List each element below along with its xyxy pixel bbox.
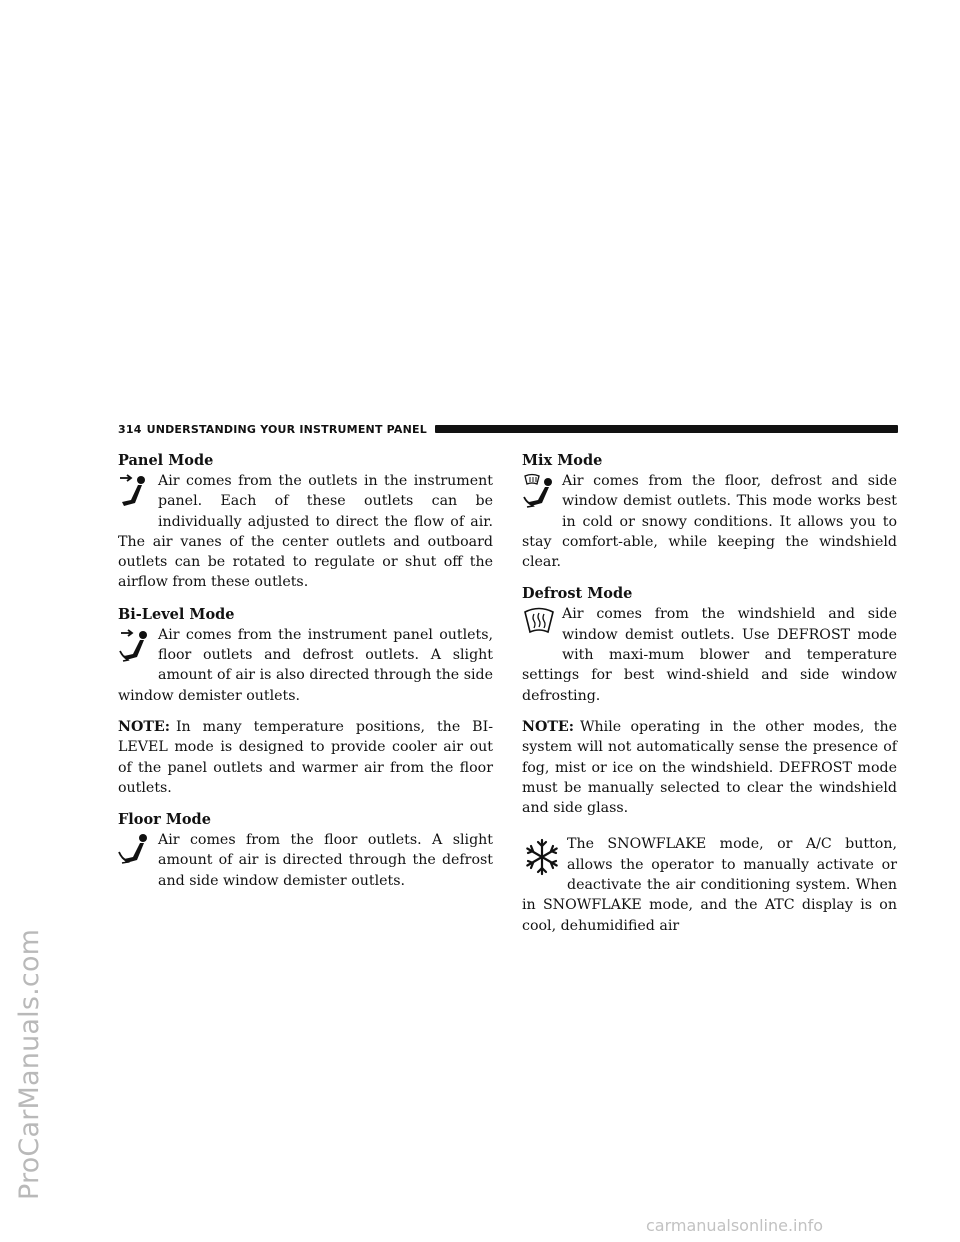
bi-level-mode-section: [118, 604, 493, 706]
floor-mode-section: [118, 809, 493, 891]
note-label: NOTE:: [118, 718, 170, 735]
snowflake-section: [522, 834, 897, 935]
bi-level-mode-icon: [118, 627, 152, 669]
watermark: ProCarManuals.com: [14, 928, 45, 1200]
panel-mode-text: Air comes from the outlets in the instrument panel. Each of these outlets can be individually adjusted to direct the flow of air. The air vanes of the center outlets and outboard outlets can be rotated to regulate or shut off the airflow from these outlets.: [118, 473, 493, 591]
footer-site-watermark: carmanualsonline.info: [646, 1216, 824, 1235]
defrost-mode-text: Air comes from the windshield and side window demist outlets. Use DEFROST mode with maxi-mum blower and temperature settings for best wind-shield and side window defrosting.: [522, 606, 897, 704]
panel-mode-section: [118, 450, 493, 593]
mix-mode-icon: [522, 473, 556, 515]
defrost-mode-paragraph: [522, 604, 897, 705]
page-header: [118, 421, 898, 437]
bi-level-mode-paragraph: [118, 625, 493, 706]
panel-mode-paragraph: [118, 471, 493, 593]
defrost-mode-section: [522, 583, 897, 705]
mix-mode-section: [522, 450, 897, 572]
right-note-paragraph: [522, 717, 897, 818]
mix-mode-text: Air comes from the floor, defrost and side window demist outlets. This mode works best in cold or snowy conditions. It allows you to stay comfort-able, while keeping the windshield clear.: [522, 473, 897, 571]
right-column: [522, 450, 897, 947]
page-number: 314: [118, 422, 142, 436]
mix-mode-heading: Mix Mode: [522, 452, 603, 469]
snowflake-icon: [522, 836, 562, 882]
panel-mode-heading: Panel Mode: [118, 452, 214, 469]
panel-mode-icon: [118, 473, 152, 515]
snowflake-paragraph: [522, 834, 897, 935]
defrost-mode-icon: [522, 606, 556, 648]
note-label: NOTE:: [522, 718, 574, 735]
floor-mode-paragraph: [118, 830, 493, 891]
right-note-section: [522, 717, 897, 818]
left-note-paragraph: [118, 717, 493, 798]
left-note-section: [118, 717, 493, 798]
snowflake-text: The SNOWFLAKE mode, or A/C button, allows the operator to manually activate or deactivate the air conditioning system. When in SNOWFLAKE mode, and the ATC display is on cool, dehumidified air: [522, 836, 897, 934]
section-title: UNDERSTANDING YOUR INSTRUMENT PANEL: [146, 422, 427, 436]
bi-level-mode-heading: Bi-Level Mode: [118, 605, 235, 623]
defrost-mode-heading: Defrost Mode: [522, 585, 633, 603]
right-note-text: While operating in the other modes, the system will not automatically sense the presence of fog, mist or ice on the windshield. DEFROST mode must be manually selected to clear the windshield and side glass.: [522, 718, 897, 817]
mix-mode-paragraph: [522, 471, 897, 572]
left-note-text: In many temperature positions, the BI-LEVEL mode is designed to provide cooler air out of the panel outlets and warmer air from the floor outlets.: [118, 718, 493, 796]
floor-mode-icon: [118, 832, 152, 874]
bi-level-mode-text: Air comes from the instrument panel outlets, floor outlets and defrost outlets. A slight amount of air is also directed through the side window demister outlets.: [118, 626, 493, 704]
floor-mode-heading: Floor Mode: [118, 811, 211, 829]
floor-mode-text: Air comes from the floor outlets. A slight amount of air is directed through the defrost and side window demister outlets.: [158, 832, 493, 889]
header-rule: [435, 425, 898, 433]
left-column: [118, 450, 493, 902]
